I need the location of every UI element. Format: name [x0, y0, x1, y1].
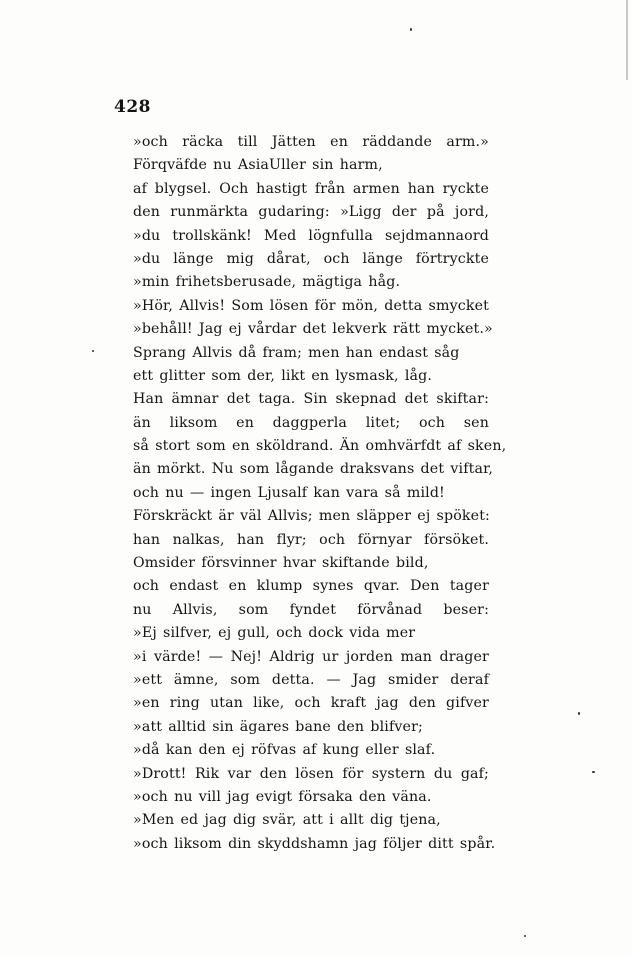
poem-line: »en ring utan like, och kraft jag den gifver: [133, 695, 489, 712]
poem-line: »min frihetsberusade, mägtiga håg.: [133, 274, 401, 291]
ink-speck: [92, 350, 94, 352]
poem-line: »Ej silfver, ej gull, och dock vida mer: [133, 625, 416, 642]
page-edge-shadow: [626, 0, 628, 80]
poem-line: nu Allvis, som fyndet förvånad beser:: [133, 601, 489, 618]
ink-speck: [524, 935, 526, 937]
poem-line: »behåll! Jag ej vårdar det lekverk rätt mycket.»: [133, 321, 493, 338]
poem-line: »och nu vill jag evigt försaka den väna.: [133, 788, 432, 805]
poem-line: Han ämnar det taga. Sin skepnad det skiftar:: [133, 391, 489, 408]
poem-line: »Drott! Rik var den lösen för systern du gaf;: [133, 765, 489, 782]
poem-line: och endast en klump synes qvar. Den tager: [133, 578, 489, 595]
ink-speck: [592, 771, 595, 773]
ink-speck: [578, 712, 580, 715]
page-number: 428: [114, 97, 151, 117]
poem-line: »och räcka till Jätten en räddande arm.»: [133, 134, 489, 150]
poem-text: [133, 131, 533, 856]
poem-line: så stort som en sköldrand. Än omhvärfdt af sken,: [133, 438, 507, 455]
poem-line: Förskräckt är väl Allvis; men släpper ej spöket:: [133, 508, 490, 525]
poem-line: »Hör, Allvis! Som lösen för mön, detta smycket: [133, 297, 489, 314]
poem-line: »då kan den ej röfvas af kung eller slaf.: [133, 742, 436, 759]
poem-line: »i värde! — Nej! Aldrig ur jorden man drager: [133, 648, 489, 665]
poem-line: Sprang Allvis då fram; men han endast såg: [133, 344, 460, 361]
poem-line: »ett ämne, som detta. — Jag smider deraf: [133, 671, 489, 688]
poem-line: »att alltid sin ägares bane den blifver;: [133, 718, 423, 735]
poem-line: Förqväfde nu AsiaUller sin harm,: [133, 157, 383, 174]
poem-line: »Men ed jag dig svär, att i allt dig tjena,: [133, 812, 441, 829]
poem-line: »och liksom din skyddshamn jag följer ditt spår.: [133, 835, 496, 852]
poem-line: han nalkas, han flyr; och förnyar försöket.: [133, 531, 489, 548]
poem-line: »du trollskänk! Med lögnfulla sejdmannaord: [133, 227, 489, 244]
poem-line: ett glitter som der, likt en lysmask, låg.: [133, 367, 433, 384]
ink-speck: [410, 28, 412, 31]
poem-line: än mörkt. Nu som lågande draksvans det viftar,: [133, 461, 494, 478]
poem-line: och nu — ingen Ljusalf kan vara så mild!: [133, 484, 445, 501]
poem-line: den runmärkta gudaring: »Ligg der på jord,: [133, 204, 489, 221]
poem-line: än liksom en daggperla litet; och sen: [133, 414, 489, 431]
poem-line: Omsider försvinner hvar skiftande bild,: [133, 555, 429, 572]
poem-line: »du länge mig dårat, och länge förtryckte: [133, 250, 489, 267]
poem-line: af blygsel. Och hastigt från armen han ryckte: [133, 180, 489, 197]
